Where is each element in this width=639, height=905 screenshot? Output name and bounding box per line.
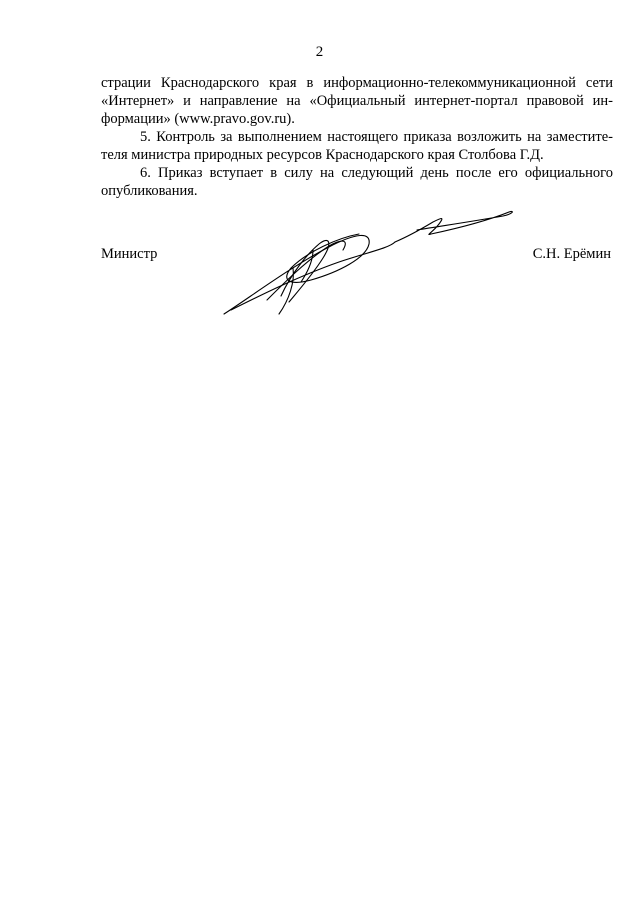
text-line: страции Краснодарского края в информационно-телекоммуникационной сети [101,75,613,91]
paragraph-item-5 [101,128,613,164]
paragraph-item-6 [101,164,613,200]
text-line: опубликования. [101,183,198,199]
text-line: 5. Контроль за выполнением настоящего приказа возложить на заместите- [140,129,613,145]
text-line: 6. Приказ вступает в силу на следующий день после его официального [140,165,613,181]
signature-block [101,244,613,344]
text-line: формации» (www.pravo.gov.ru). [101,111,295,127]
page-number: 2 [315,44,324,60]
signatory-name: С.Н. Ерёмин [532,246,611,262]
signatory-title: Министр [101,246,158,262]
handwritten-signature [219,210,519,322]
paragraph-publication [101,74,613,128]
text-line: «Интернет» и направление на «Официальный интернет-портал правовой ин- [101,93,613,109]
text-line: теля министра природных ресурсов Краснодарского края Столбова Г.Д. [101,147,544,163]
document-body [101,74,613,200]
